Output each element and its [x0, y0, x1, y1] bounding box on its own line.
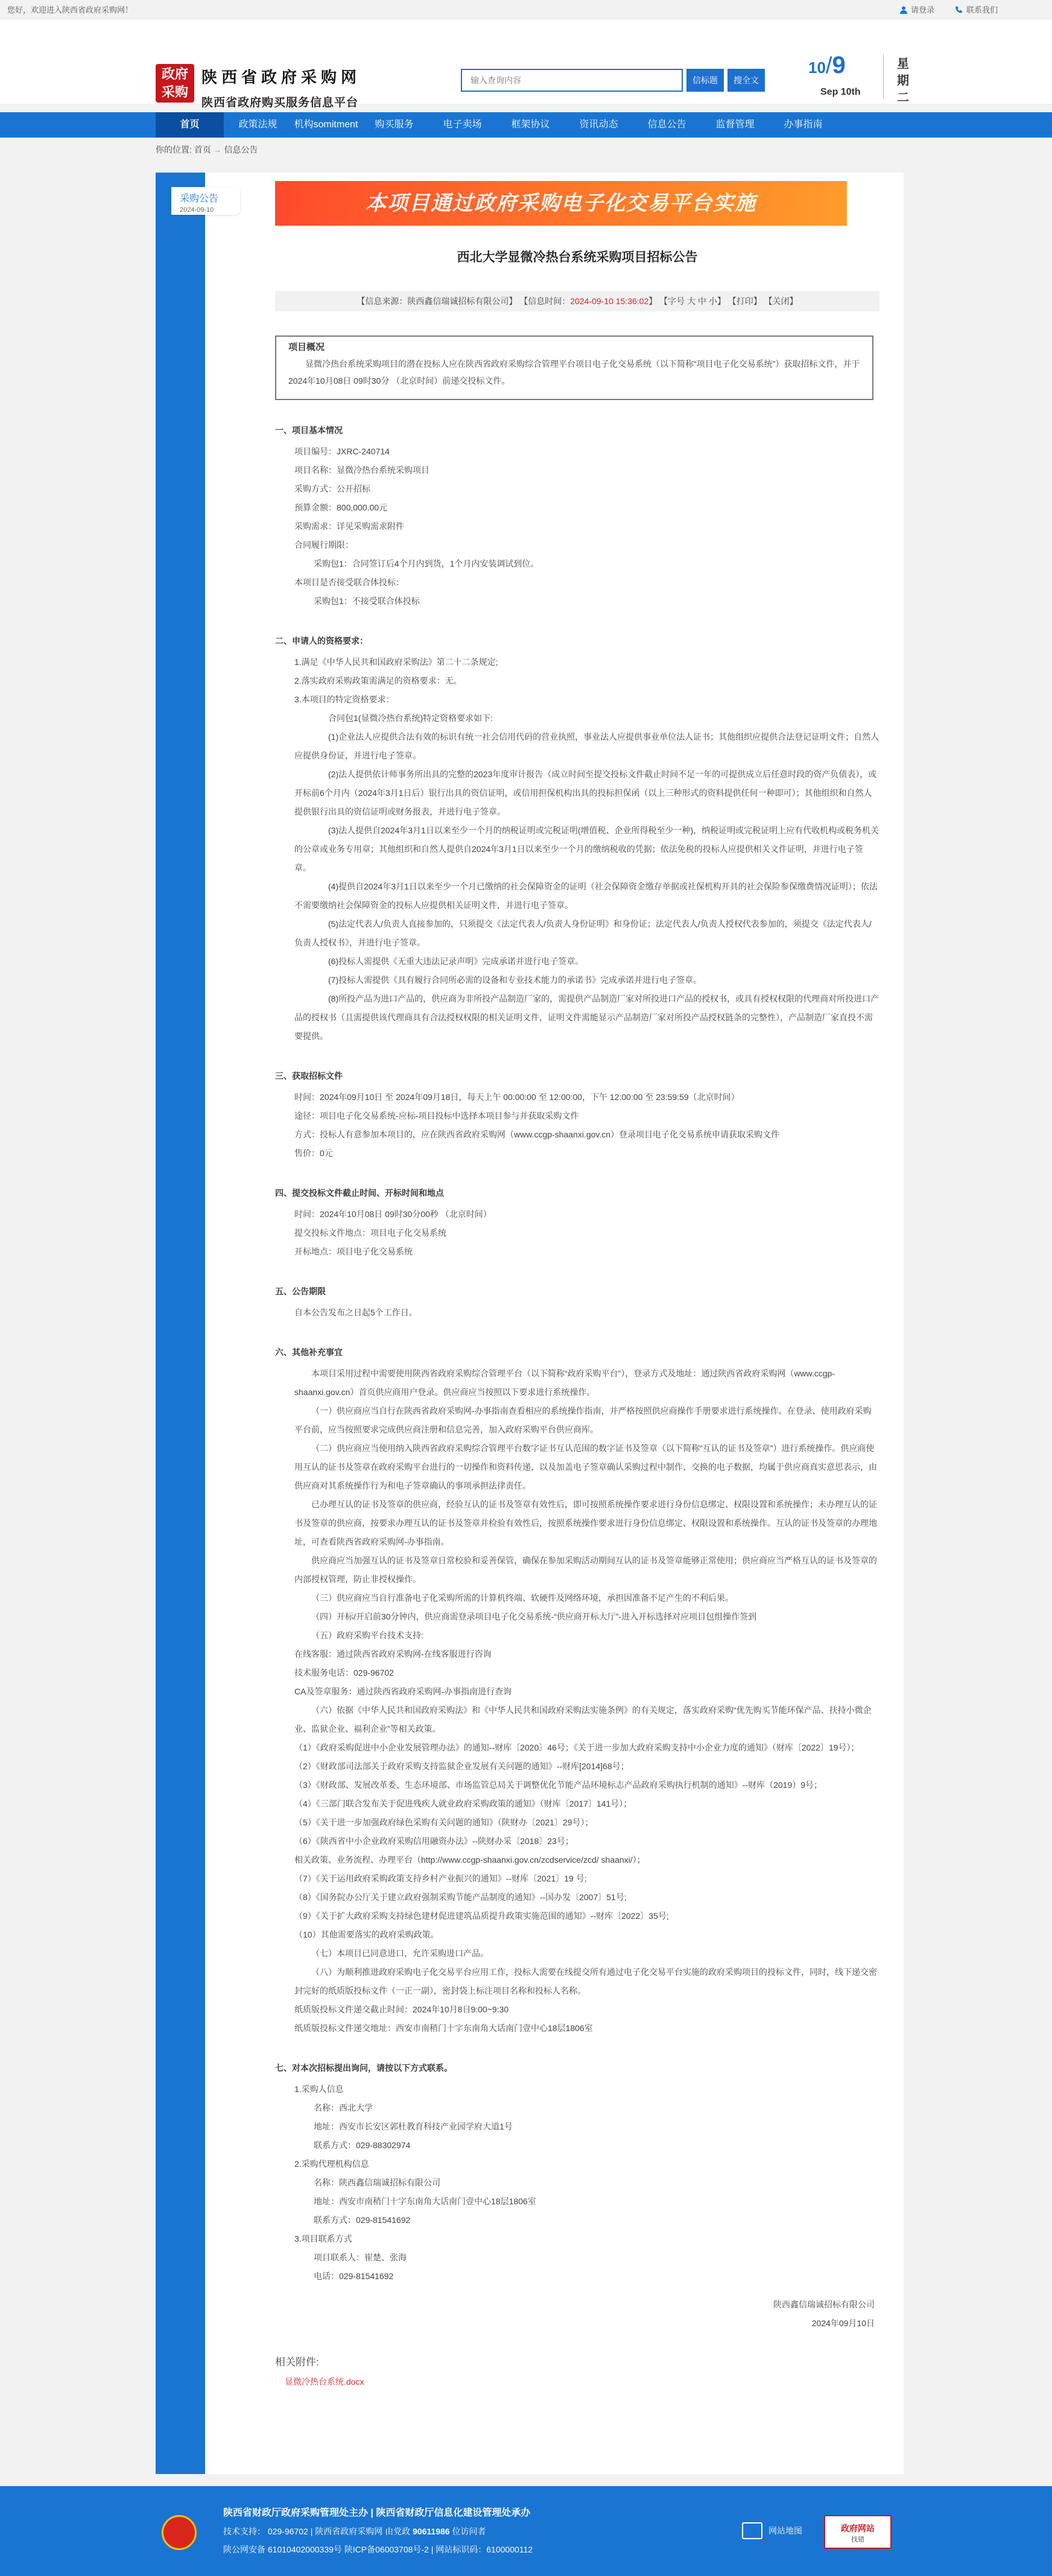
attachments-heading: 相关附件:	[275, 2356, 319, 2368]
project-overview-box	[275, 336, 873, 400]
text-para: (7)投标人需提供《具有履行合同所必需的设备和专业技术能力的承诺书》完成承诺并进行电子签章。	[328, 975, 702, 985]
signature-date: 2024年09月10日	[811, 2318, 875, 2328]
text-para: 已办理互认的证书及签章的供应商，经验互认的证书及签章有效性后，即可按照系统操作要求进行身份信息绑定、权限设置和系统操作；未办理互认的证书及签章的供应商，按要求办理互认的证书及签章并检验有效性后，按照系统操作要求进行身份信息绑定、权限设置和系统操作。互认的证书及签章的办理地址，可查看陕西省政府采购网-办事指南。	[294, 1499, 877, 1547]
meta-time: 2024-09-10 15:36:02	[570, 296, 649, 306]
text-line: 1.采购人信息	[294, 2084, 344, 2094]
login-link[interactable]	[899, 4, 934, 15]
site-title-block	[201, 65, 361, 110]
text-line: CA及签章服务：通过陕西省政府采购网-办事指南进行查询	[294, 1687, 512, 1696]
nav-item-policy[interactable]: 政策法规	[238, 119, 277, 130]
text-line: 1.满足《中华人民共和国政府采购法》第二十二条规定;	[294, 657, 498, 667]
text-line: 地址：西安市南稍门十字东南角大话南门壹中心18层1806室	[314, 2196, 536, 2206]
text-para: (3)法人提供自2024年3月1日以来至少一个月的纳税证明或完税证明(增值税、企业所得税至少一种)，纳税证明或完税证明上应有代收机构或税务机关的公章或业务专用章；其他组织和自然人提供自2024年3月1日以来至少一个月的缴纳税收的凭据；依法免税的投标人应提供相关文件证明，并进行电子签章。	[294, 825, 879, 873]
text-para: （二）供应商应当使用纳入陕西省政府采购综合管理平台数字证书互认范围的数字证书及签章（以下简称“互认的证书及签章”）进行系统操作。供应商使用互认的证书及签章在政府采购平台进行的一切操作和资料传递，以及加盖电子签章确认采购过程中制作、交换的电子数据，均属于供应商真实意思表示，由供应商对其系统操作行为和电子签章确认的事项承担法律责任。	[294, 1443, 877, 1490]
section-heading: 四、提交投标文件截止时间、开标时间和地点	[275, 1188, 444, 1198]
nav-item-services[interactable]: 购买服务	[375, 119, 414, 130]
text-line: 项目名称：显微冷热台系统采购项目	[294, 465, 429, 475]
text-line: 采购包1：合同签订后4个月内到货，1个月内安装调试到位。	[314, 559, 539, 568]
section-heading: 二、申请人的资格要求：	[275, 636, 368, 646]
breadcrumb-label: 你的位置:	[156, 145, 192, 154]
site-title: 陕西省政府采购网	[201, 68, 361, 86]
text-para: 本项目采用过程中需要使用陕西省政府采购综合管理平台（以下简称“政府采购平台”），登录方式及地址：通过陕西省政府采购网（www.ccgp-shaanxi.gov.cn）首页供应商用户登录。供应商应当按照以下要求进行系统操作。	[294, 1369, 835, 1397]
breadcrumb-current[interactable]: 信息公告	[224, 145, 258, 154]
date-english: Sep 10th	[820, 87, 861, 97]
text-para: （四）开标/开启前30分钟内，供应商需登录项目电子化交易系统-“供应商开标大厅”-进入开标选择对应项目包组操作签到	[311, 1612, 757, 1621]
section-basic-info	[275, 418, 879, 611]
text-para: （六）依据《中华人民共和国政府采购法》和《中华人民共和国政府采购法实施条例》的有关规定，落实政府采购“优先购买节能环保产品、扶持小微企业、监狱企业、福利企业”等相关政策。	[294, 1705, 872, 1734]
nav-item-guide[interactable]: 办事指南	[784, 119, 823, 130]
text-line: 提交投标文件地点：项目电子化交易系统	[294, 1228, 446, 1238]
text-line: 纸质版投标文件递交地址：西安市南稍门十字东南角大话南门壹中心18层1806室	[294, 2023, 593, 2033]
close-link[interactable]: 【关闭】	[764, 296, 798, 306]
e-trading-banner: 本项目通过政府采购电子化交易平台实施	[275, 181, 847, 226]
text-para: （一）供应商应当自行在陕西省政府采购网-办事指南查看相应的系统操作指南，并严格按照供应商操作手册要求进行系统操作。在登录、使用政府采购平台前，应当按照要求完成供应商注册和信息完善，加入政府采购平台供应商库。	[294, 1406, 872, 1434]
text-line: 在线客服：通过陕西省政府采购网-在线客服进行咨询	[294, 1649, 492, 1659]
footer-visitors-label: 位访问者	[452, 2527, 486, 2536]
text-line: 纸质版投标文件递交截止时间：2024年10月8日9:00~9:30	[294, 2005, 509, 2014]
text-line: 合同履行期限：	[294, 540, 353, 550]
footer-support-text: 技术支持： 029-96702 | 陕西省政府采购网 由党政	[223, 2527, 411, 2536]
site-footer	[0, 2486, 1052, 2576]
nav-item-framework[interactable]: 框架协议	[511, 119, 550, 130]
contact-label: 联系我们	[966, 5, 998, 14]
section-get-documents	[275, 1064, 879, 1163]
phone-icon	[955, 5, 963, 14]
footer-text	[223, 2504, 533, 2559]
text-line: （2）《财政部司法部关于政府采购支持监狱企业发展有关问题的通知》--财库[2014]68号；	[294, 1761, 629, 1771]
nav-item-home[interactable]: 首页	[156, 112, 224, 138]
section-deadline	[275, 1181, 879, 1261]
text-para: (2)法人提供依计师事务所出具的完整的2023年度审计报告（成立时间至提交投标文件截止时间不足一年的可提供成立后任意时段的资产负债表），或开标前6个月内（2024年3月1日后）银行出具的资信证明，或信用担保机构出具的投标担保函（以上三种形式的资料提供任何一种即可）；其他组织和自然人提供银行出具的资信证明或财务报表，并进行电子签章。	[294, 769, 877, 816]
date-month: 10	[808, 59, 826, 77]
text-line: （3）《财政部、发展改革委、生态环境部、市场监管总局关于调整优化节能产品环境标志产品政府采购执行机制的通知》--财库（2019）9号；	[294, 1780, 823, 1790]
text-line: 采购需求：详见采购需求附件	[294, 521, 404, 531]
section-heading: 五、公告期限	[275, 1286, 326, 1296]
text-line: 预算金额：800,000.00元	[294, 503, 388, 512]
section-heading: 三、获取招标文件	[275, 1071, 343, 1081]
text-line: （5）《关于进一步加强政府绿色采购有关问题的通知》（陕财办〔2021〕29号）；	[294, 1818, 594, 1827]
sitemap-link[interactable]	[742, 2522, 802, 2539]
nav-item-supervision[interactable]: 监督管理	[715, 119, 755, 130]
meta-time-label: 【信息时间：	[519, 296, 571, 306]
main-content	[156, 173, 904, 2474]
section-contacts	[275, 2056, 879, 2286]
text-para: (6)投标人需提供《无重大违法记录声明》完成承诺并进行电子签章。	[328, 956, 584, 966]
text-line: 方式：投标人有意参加本项目的，应在陕西省政府采购网（www.ccgp-shaanxi.gov.cn）登录项目电子化交易系统申请获取采购文件	[294, 1130, 780, 1139]
article-title: 西北大学显微冷热台系统采购项目招标公告	[457, 250, 698, 264]
footer-support	[223, 2522, 533, 2540]
section-heading: 一、项目基本情况	[275, 425, 343, 435]
text-para: 供应商应当加强互认的证书及签章日常校验和妥善保管，确保在参加采购活动期间互认的证书及签章能够正常使用；供应商应当严格互认的证书及签章的内部授权管理，防止非授权操作。	[294, 1556, 877, 1584]
footer-icp: 陕公网安备 61010402000339号 陕ICP备06003708号-2 | 网站标识码：6100000112	[223, 2545, 533, 2554]
text-line: 2.采购代理机构信息	[294, 2159, 369, 2169]
section-notice-period	[275, 1279, 879, 1322]
footer-host: 陕西省财政厅政府采购管理处主办 | 陕西省财政厅信息化建设管理处承办	[223, 2508, 531, 2518]
text-para: （七）本项目已同意进口，允许采购进口产品。	[311, 1948, 489, 1958]
text-line: 采购包1：不接受联合体投标	[314, 596, 420, 606]
text-line: （10）其他需要落实的政府采购政策。	[294, 1930, 439, 1939]
text-line: （1）《政府采购促进中小企业发展管理办法》的通知--财库〔2020〕46号；《关于进一步加大政府采购支持中小企业力度的通知》（财库〔2022〕19号）；	[294, 1743, 860, 1752]
section-heading: 七、对本次招标提出询问，请按以下方式联系。	[275, 2063, 452, 2073]
text-line: 本项目是否接受联合体投标：	[294, 577, 404, 587]
nav-item-notices[interactable]: 信息公告	[647, 119, 686, 130]
text-line: （7）《关于运用政府采购政策支持乡村产业振兴的通知》--财库〔2021〕19 号;	[294, 1874, 587, 1883]
search-input[interactable]	[461, 69, 683, 92]
contact-link[interactable]	[955, 4, 998, 15]
text-line: 自本公告发布之日起5个工作日。	[294, 1308, 417, 1317]
logo-text-1: 政府	[161, 66, 188, 81]
login-label: 请登录	[910, 5, 934, 14]
nav-item-mall[interactable]: 电子卖场	[443, 119, 482, 130]
site-logo[interactable]	[156, 64, 194, 103]
logo-text-2: 采购	[161, 84, 188, 100]
text-line: 开标地点：项目电子化交易系统	[294, 1247, 413, 1256]
text-para: (4)提供自2024年3月1日以来至少一个月已缴纳的社会保障资金的证明（社会保障资金缴存单据或社保机构开具的社会保险参保缴费情况证明）；依法不需要缴纳社会保障资金的投标人应提供相关证明文件，并进行电子签章。	[294, 882, 878, 910]
breadcrumb-home[interactable]: 首页	[194, 145, 211, 154]
article-meta	[275, 291, 879, 311]
nav-item-agency[interactable]: 机构somitment	[294, 119, 358, 130]
sitemap-icon	[742, 2522, 762, 2539]
text-line: （8）《国务院办公厅关于建立政府强制采购节能产品制度的通知》--国办发〔2007〕51号;	[294, 1892, 627, 1902]
main-nav	[0, 112, 1052, 138]
article-body	[275, 418, 879, 2392]
text-line: 地址：西安市长安区郭杜教育科技产业园学府大道1号	[314, 2122, 513, 2131]
text-line: 时间：2024年10月08日 09时30分00秒 （北京时间）	[294, 1209, 492, 1219]
signature-company: 陕西鑫信瑞诚招标有限公司	[773, 2300, 875, 2309]
text-line: 联系方式：029-81541692	[314, 2215, 411, 2225]
text-line: 电话：029-81541692	[314, 2271, 394, 2281]
text-para: (5)法定代表人/负责人直接参加的，只须提交《法定代表人/负责人身份证明》和身份证；法定代表人/负责人授权代表参加的，须提交《法定代表人/负责人授权书》，并进行电子签章。	[294, 919, 872, 947]
meta-time-end: 】	[648, 296, 658, 306]
text-para: （五）政府采购平台技术支持:	[311, 1630, 423, 1640]
left-sidebar	[156, 173, 205, 2474]
font-size-control[interactable]: 【字号 大 中 小】	[659, 296, 726, 306]
text-line: 途径：项目电子化交易系统-应标-项目投标中选择本项目参与并获取采购文件	[294, 1111, 579, 1121]
text-para: 合同包1(显微冷热台系统)特定资格要求如下:	[328, 713, 493, 723]
overview-heading: 项目概况	[288, 342, 325, 352]
text-line: 3.本项目的特定资格要求：	[294, 695, 394, 704]
site-header	[0, 19, 1052, 109]
text-line: （4）《三部门联合发布关于促进残疾人就业政府采购政策的通知》（财库〔2017〕141号）；	[294, 1799, 632, 1808]
sidebar-category-date: 2024-09-10	[180, 206, 214, 214]
text-para: （八）为顺利推进政府采购电子化交易平台应用工作，投标人需要在线提交所有通过电子化交易平台实施的政府采购项目的投标文件，同时，线下递交密封完好的纸质版投标文件（一正一副），密封袋上标注项目名称和投标人名称。	[294, 1967, 877, 1996]
print-link[interactable]: 【打印】	[727, 296, 762, 306]
gov-site-sublabel: 找错	[851, 2536, 864, 2543]
search-fulltext-button[interactable]: 搜全文	[727, 69, 765, 92]
date-weekday: 星期二	[897, 57, 909, 104]
text-line: 项目编号：JXRC-240714	[294, 447, 390, 456]
date-day: 9	[832, 52, 846, 78]
attachment-file-link[interactable]: 显微冷热台系统.docx	[285, 2377, 364, 2387]
section-other-matters	[275, 1340, 879, 2038]
user-icon	[899, 5, 908, 14]
date-display	[808, 52, 1025, 104]
visitor-count: 90611986	[413, 2527, 450, 2536]
text-line: 2.落实政府采购政策需满足的资格要求：无。	[294, 676, 462, 685]
date-divider	[883, 54, 884, 99]
article	[275, 173, 879, 2392]
breadcrumb-sep: →	[213, 145, 222, 154]
text-line: （9）《关于扩大政府采购支持绿色建材促进建筑品质提升政策实施范围的通知》--财库〔2022〕35号;	[294, 1911, 669, 1921]
text-line: 相关政策、业务流程、办理平台（http://www.ccgp-shaanxi.gov.cn/zcdservice/zcd/ shaanxi/）；	[294, 1855, 645, 1865]
text-line: （6）《陕西省中小企业政府采购信用融资办法》--陕财办采〔2018〕23号；	[294, 1836, 574, 1846]
gov-site-label: 政府网站	[841, 2524, 875, 2533]
text-line: 时间：2024年09月10日 至 2024年09月18日，每天上午 00:00:00 至 12:00:00，下午 12:00:00 至 23:59:59（北京时间）	[294, 1092, 740, 1102]
nav-item-news[interactable]: 资讯动态	[579, 119, 618, 130]
sidebar-category-label: 采购公告	[180, 194, 219, 204]
sitemap-label: 网站地图	[768, 2526, 802, 2536]
text-line: 技术服务电话：029-96702	[294, 1668, 394, 1678]
section-qualifications	[275, 629, 879, 1046]
section-heading: 六、其他补充事宜	[275, 1347, 343, 1357]
sidebar-category-card[interactable]	[169, 187, 240, 215]
overview-text: 显微冷热台系统采购项目的潜在投标人应在陕西省政府采购综合管理平台项目电子化交易系统（以下简称“项目电子化交易系统”）获取招标文件，并于 2024年10月08日 09时30分 （北京时间）前递交投标文件。	[288, 359, 860, 386]
text-para: (8)所投产品为进口产品的，供应商为非所投产品制造厂家的，需提供产品制造厂家对所投进口产品的授权书，或具有授权权限的代理商对所投进口产品的授权书（且需提供该代理商具有合法授权权限的相关证明文件，证明文件需能显示产品制造厂家对所投产品授权链条的完整性），产品制造厂家直投不需要提供。	[294, 994, 879, 1041]
text-line: 名称：西北大学	[314, 2103, 373, 2113]
text-line: 联系方式：029-88302974	[314, 2140, 411, 2150]
text-line: 售价：0元	[294, 1148, 333, 1158]
top-bar	[0, 0, 1052, 19]
gov-site-error-button[interactable]	[824, 2515, 892, 2549]
text-line: 3.项目联系方式	[294, 2234, 352, 2244]
breadcrumb	[0, 138, 1052, 161]
attachments	[275, 2353, 879, 2392]
text-line: 名称：陕西鑫信瑞诚招标有限公司	[314, 2178, 440, 2187]
text-para: （三）供应商应当自行准备电子化采购所需的计算机终端、软硬件及网络环境，承担因准备不足产生的不利后果。	[311, 1593, 734, 1603]
text-para: (1)企业法人应提供合法有效的标识有统一社会信用代码的营业执照，事业法人应提供事业单位法人证书；其他组织应提供合法登记证明文件；自然人应提供身份证，并进行电子签章。	[294, 732, 879, 760]
welcome-text: 您好，欢迎进入陕西省政府采购网！	[7, 5, 133, 14]
site-subtitle: 陕西省政府购买服务信息平台	[201, 97, 359, 109]
police-badge-icon	[162, 2515, 197, 2550]
text-line: 采购方式：公开招标	[294, 484, 370, 494]
search-title-button[interactable]: 信标题	[686, 69, 724, 92]
text-line: 项目联系人：崔楚、张海	[314, 2253, 407, 2262]
meta-source: 【信息来源：陕西鑫信瑞诚招标有限公司】	[356, 296, 518, 306]
search-bar	[461, 69, 765, 92]
date-month-day: 10/9	[808, 52, 846, 78]
